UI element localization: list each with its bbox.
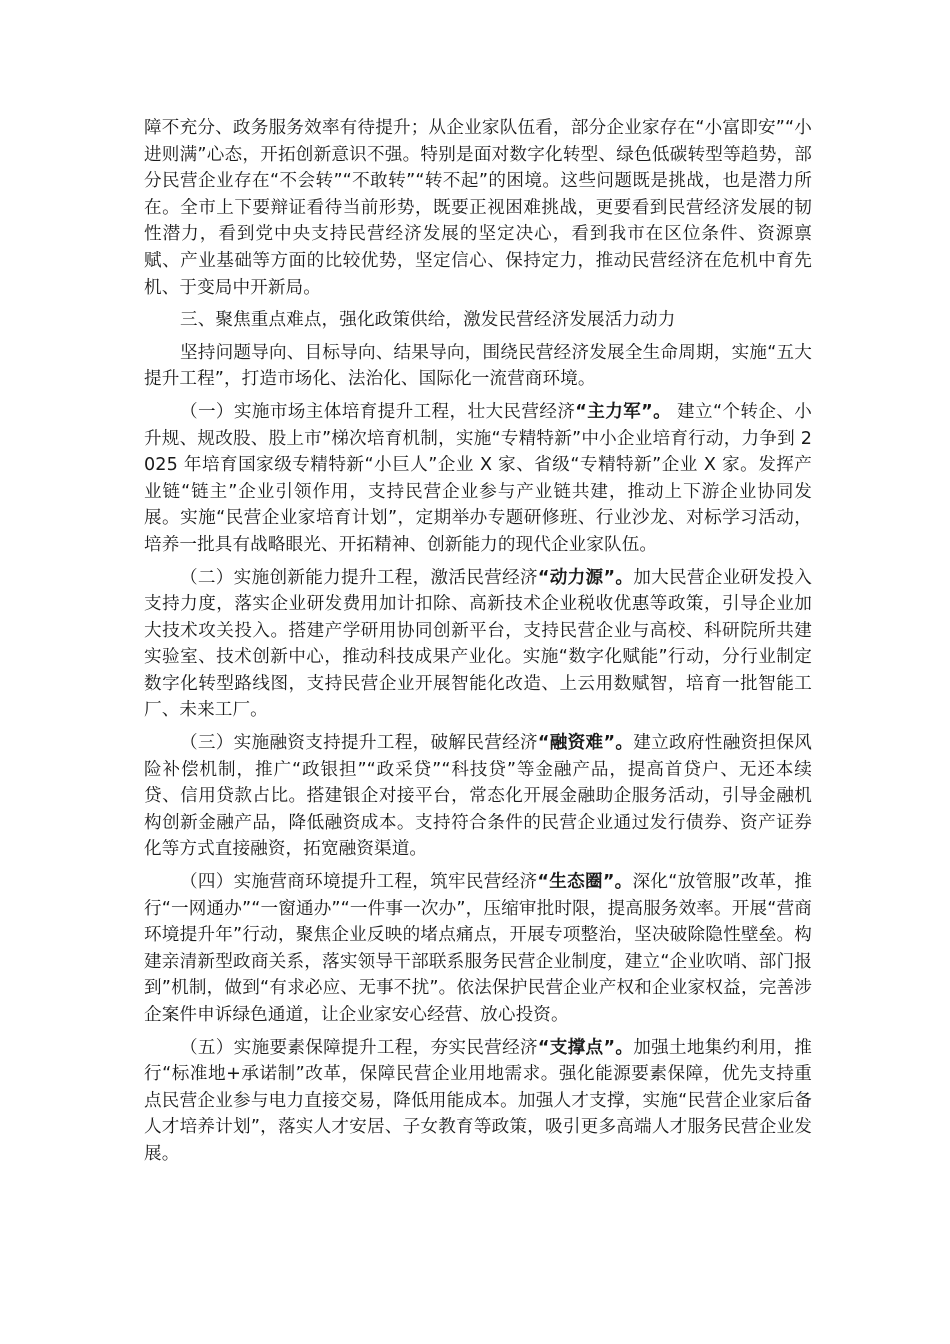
item-5-body: 加强土地集约利用，推行“标准地+承诺制”改革，保障民营企业用地需求。强化能源要素保障，优先支持重点民营企业参与电力直接交易，降低用能成本。加强人才支撑，实施“民营企业家后备人才培养计划”，落实人才安居、子女教育等政策，吸引更多高端人才服务民营企业发展。: [144, 1037, 812, 1164]
item-4-key: “生态圈”。: [537, 872, 633, 893]
section-heading-3: 三、聚焦重点难点，强化政策供给，激发民营经济发展活力动力: [180, 310, 676, 331]
item-1-key: “主力军”。: [575, 401, 672, 422]
item-2-key: “动力源”。: [537, 567, 634, 588]
item-5-key: “支撑点”。: [537, 1037, 634, 1058]
paragraph-item-5: [144, 1035, 812, 1168]
item-5-lead: （五）实施要素保障提升工程，夯实民营经济: [180, 1037, 538, 1058]
item-3-body: 建立政府性融资担保风险补偿机制，推广“政银担”“政采贷”“科技贷”等金融产品，提高首贷户、无还本续贷、信用贷款占比。搭建银企对接平台，常态化开展金融助企服务活动，引导金融机构创新金融产品，降低融资成本。支持符合条件的民营企业通过发行债券、资产证券化等方式直接融资，拓宽融资渠道。: [144, 733, 812, 860]
paragraph-continuation: 障不充分、政务服务效率有待提升；从企业家队伍看，部分企业家存在“小富即安”“小进则满”心态，开拓创新意识不强。特别是面对数字化转型、绿色低碳转型等趋势，部分民营企业存在“不会转”“不敢转”“转不起”的困境。这些问题既是挑战，也是潜力所在。全市上下要辩证看待当前形势，既要正视困难挑战，更要看到民营经济发展的韧性潜力，看到党中央支持民营经济发展的坚定决心，看到我市在区位条件、资源禀赋、产业基础等方面的比较优势，坚定信心、保持定力，推动民营经济在危机中育先机、于变局中开新局。: [144, 118, 812, 298]
item-2-body: 加大民营企业研发投入支持力度，落实企业研发费用加计扣除、高新技术企业税收优惠等政策，引导企业加大技术攻关投入。搭建产学研用协同创新平台，支持民营企业与高校、科研院所共建实验室、技术创新中心，推动科技成果产业化。实施“数字化赋能”行动，分行业制定数字化转型路线图，支持民营企业开展智能化改造、上云用数赋智，培育一批智能工厂、未来工厂。: [144, 567, 812, 721]
paragraph-item-2: [144, 565, 812, 725]
item-2-lead: （二）实施创新能力提升工程，激活民营经济: [180, 567, 538, 588]
paragraph-item-1: [144, 399, 812, 559]
item-1-body: 建立“个转企、小升规、规改股、股上市”梯次培育机制，实施“专精特新”中小企业培育行动，力争到 2025 年培育国家级专精特新“小巨人”企业 X 家、省级“专精特新”企业 X 家。发挥产业链“链主”企业引领作用，支持民营企业参与产业链共建，推动上下游企业协同发展。实施“民营企业家培育计划”，定期举办专题研修班、行业沙龙、对标学习活动，培养一批具有战略眼光、开拓精神、创新能力的现代企业家队伍。: [144, 401, 813, 555]
item-4-lead: （四）实施营商环境提升工程，筑牢民营经济: [180, 872, 538, 893]
item-3-key: “融资难”。: [537, 733, 634, 754]
document-page: [144, 115, 812, 1174]
paragraph-item-4: [144, 869, 812, 1029]
paragraph-intro: 坚持问题导向、目标导向、结果导向，围绕民营经济发展全生命周期，实施“五大提升工程”，打造市场化、法治化、国际化一流营商环境。: [144, 342, 812, 390]
item-3-lead: （三）实施融资支持提升工程，破解民营经济: [180, 733, 538, 754]
paragraph-item-3: [144, 730, 812, 863]
item-4-body: 深化“放管服”改革，推行“一网通办”“一窗通办”“一件事一次办”，压缩审批时限，提高服务效率。开展“营商环境提升年”行动，聚焦企业反映的堵点痛点，开展专项整治，坚决破除隐性壁垒。构建亲清新型政商关系，落实领导干部联系服务民营企业制度，建立“企业吹哨、部门报到”机制，做到“有求必应、无事不扰”。依法保护民营企业产权和企业家权益，完善涉企案件申诉绿色通道，让企业家安心经营、放心投资。: [144, 872, 812, 1025]
item-1-lead: （一）实施市场主体培育提升工程，壮大民营经济: [180, 401, 576, 422]
